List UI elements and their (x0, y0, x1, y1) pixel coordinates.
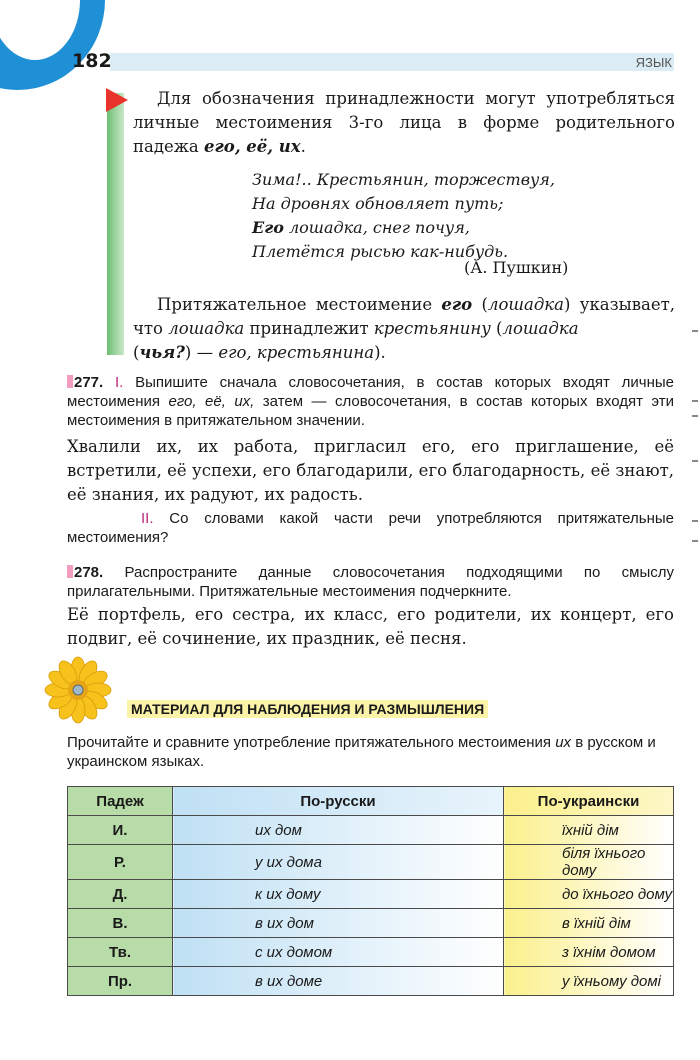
russian-cell: с их домом (173, 938, 504, 967)
task-text: Со словами какой части речи употребляются притяжательные местоимения? (67, 510, 674, 546)
margin-tick (692, 460, 698, 462)
table-row (68, 938, 674, 967)
rule-italic: лошадка (502, 319, 579, 338)
table-row (68, 880, 674, 909)
rule-text: ) — (184, 343, 219, 362)
exercise-marker (67, 375, 73, 388)
ukrainian-cell: до їхнього дому (504, 880, 674, 909)
rule-text: ( (472, 295, 488, 314)
rule-italic: его, крестьянина (218, 343, 375, 362)
rule-bar (107, 93, 124, 355)
column-header-case: Падеж (68, 787, 173, 816)
rule-italic: лошадка (487, 295, 564, 314)
rule-emphasis: его (441, 295, 473, 314)
task-roman-numeral: II. (141, 510, 154, 527)
task-text: Выпишите сначала словосочетания, в состав которых входят личные местоимения (67, 374, 674, 410)
poem-line: На дровнях обновляет путь; (252, 194, 504, 213)
rule-paragraph-2 (133, 293, 675, 365)
russian-cell: к их дому (173, 880, 504, 909)
task-text: Распространите данные словосочетания подходящими по смыслу прилагательными. Притяжательные местоимения подчеркните. (67, 564, 674, 600)
flower-icon (44, 656, 112, 724)
exercise-277-task (67, 373, 674, 430)
margin-tick (692, 520, 698, 522)
case-cell: Р. (68, 845, 173, 880)
table-row (68, 816, 674, 845)
header-strip (110, 53, 674, 71)
intro-text: Прочитайте и сравните употребление притяжательного местоимения (67, 734, 556, 751)
exercise-277-task-2 (67, 509, 674, 547)
flag-icon (106, 88, 128, 112)
case-table (67, 786, 674, 996)
rule-text: Притяжательное местоимение (157, 295, 442, 314)
margin-tick (692, 540, 698, 542)
poem-line (252, 216, 555, 240)
ukrainian-cell: їхній дім (504, 816, 674, 845)
table-header-row (68, 787, 674, 816)
ukrainian-cell: біля їхнього дому (504, 845, 674, 880)
exercise-number: 278. (74, 564, 104, 581)
case-cell: Д. (68, 880, 173, 909)
russian-cell: их дом (173, 816, 504, 845)
case-cell: Тв. (68, 938, 173, 967)
task-roman-numeral: I. (115, 374, 124, 391)
poem-line: Зима!.. Крестьянин, торжествуя, (252, 170, 555, 189)
rule-text: . (300, 137, 306, 156)
rule-text: ( (133, 343, 140, 362)
margin-tick (692, 415, 698, 417)
column-header-russian: По-русски (173, 787, 504, 816)
rule-emphasis: его, её, их (204, 137, 301, 156)
table-row (68, 909, 674, 938)
rule-italic: лошадка (168, 319, 245, 338)
poem (252, 168, 555, 264)
rule-text: принадлежит (244, 319, 374, 338)
rule-emphasis: чья? (139, 343, 185, 362)
poem-author: (А. Пушкин) (464, 258, 569, 277)
exercise-278-task (67, 563, 674, 601)
task-text: затем — словосочетания, в состав которых входят эти местоимения в притяжательном значении. (67, 393, 675, 429)
poem-emphasis: Его (252, 218, 284, 237)
exercise-278-body: Её портфель, его сестра, их класс, его родители, их концерт, его подвиг, её сочинение, их праздник, её песня. (67, 605, 674, 648)
column-header-ukrainian: По-украински (504, 787, 674, 816)
exercise-277-body: Хвалили их, их работа, пригласил его, его приглашение, её встретили, её успехи, его благодарили, его благодарность, её знают, её знания, их радуют, их радость. (67, 437, 674, 504)
table-row (68, 845, 674, 880)
russian-cell: в их дом (173, 909, 504, 938)
exercise-marker (67, 565, 73, 578)
observation-intro (67, 733, 674, 771)
ukrainian-cell: з їхнім домом (504, 938, 674, 967)
exercise-number: 277. (74, 374, 104, 391)
rule-text: ). (374, 343, 386, 362)
poem-line-text: лошадка, снег почуя, (283, 218, 470, 237)
rule-italic: крестьянину (373, 319, 491, 338)
case-cell: И. (68, 816, 173, 845)
intro-italic: их (555, 734, 572, 751)
rule-paragraph-1 (133, 87, 675, 159)
case-cell: Пр. (68, 967, 173, 996)
rule-text: ( (490, 319, 503, 338)
russian-cell: у их дома (173, 845, 504, 880)
margin-tick (692, 400, 698, 402)
rule-text: ) указывает, что (133, 295, 675, 338)
task-italic: его, её, их, (168, 393, 255, 410)
ukrainian-cell: в їхній дім (504, 909, 674, 938)
russian-cell: в их доме (173, 967, 504, 996)
page-number: 182 (72, 50, 112, 72)
margin-tick (692, 330, 698, 332)
rule-text: Для обозначения принадлежности могут употребляться личные местоимения 3-го лица в форме родительного падежа (133, 89, 675, 156)
section-name: ЯЗЫК (635, 55, 672, 70)
poem-line: Плетётся рысью как-нибудь. (252, 242, 509, 261)
observation-title: МАТЕРИАЛ ДЛЯ НАБЛЮДЕНИЯ И РАЗМЫШЛЕНИЯ (127, 700, 488, 718)
case-cell: В. (68, 909, 173, 938)
ukrainian-cell: у їхньому домі (504, 967, 674, 996)
intro-text: в русском и украинском языках. (67, 734, 656, 770)
table-row (68, 967, 674, 996)
